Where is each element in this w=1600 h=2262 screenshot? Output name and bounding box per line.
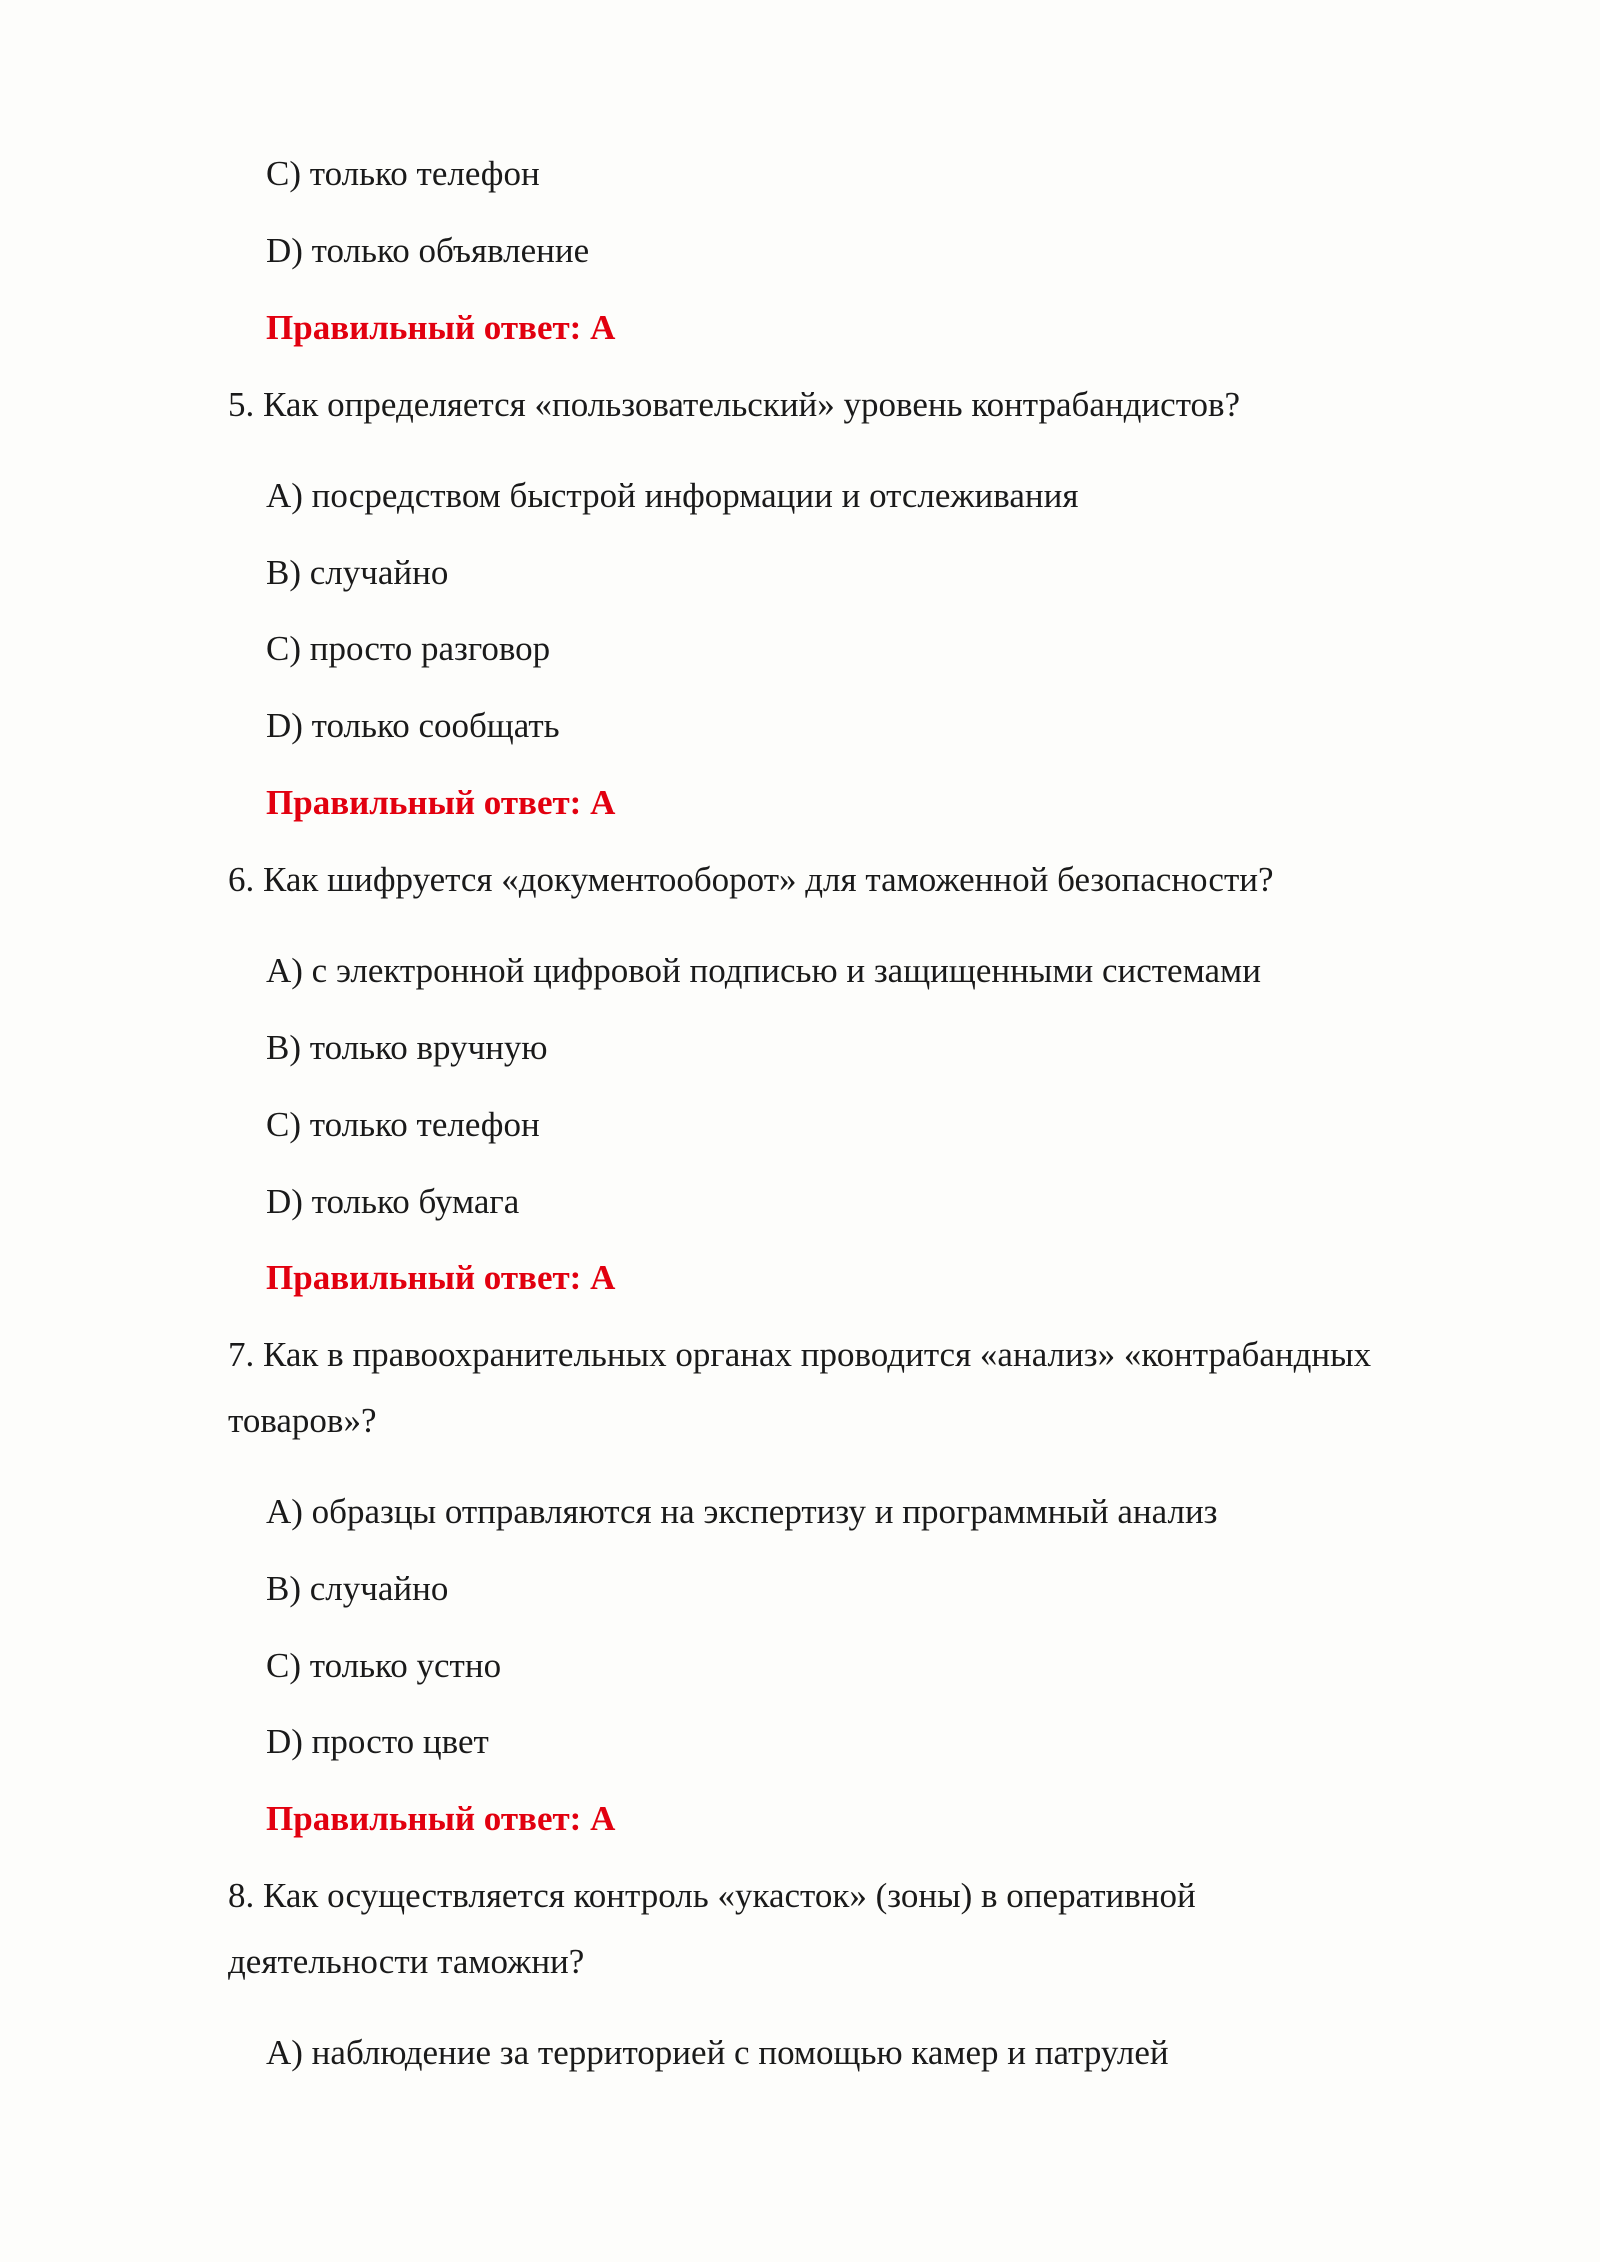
- option-c: C) только телефон: [266, 154, 540, 193]
- correct-answer: Правильный ответ: A: [266, 1258, 616, 1297]
- option-d: D) просто цвет: [266, 1722, 489, 1761]
- question-text-continued: деятельности таможни?: [228, 1942, 585, 1981]
- question-text: 6. Как шифруется «документооборот» для таможенной безопасности?: [228, 860, 1274, 899]
- correct-answer: Правильный ответ: A: [266, 308, 616, 347]
- option-c: C) только устно: [266, 1646, 502, 1685]
- correct-answer: Правильный ответ: A: [266, 1799, 616, 1838]
- option-a: A) образцы отправляются на экспертизу и программный анализ: [266, 1492, 1218, 1531]
- option-d: D) только бумага: [266, 1182, 520, 1221]
- correct-answer: Правильный ответ: A: [266, 783, 616, 822]
- option-b: B) случайно: [266, 1569, 449, 1608]
- question-text-continued: товаров»?: [228, 1401, 377, 1440]
- option-a: A) наблюдение за территорией с помощью камер и патрулей: [266, 2033, 1169, 2072]
- option-a: A) с электронной цифровой подписью и защищенными системами: [266, 951, 1261, 990]
- option-c: C) только телефон: [266, 1105, 540, 1144]
- option-b: B) только вручную: [266, 1028, 548, 1067]
- option-a: A) посредством быстрой информации и отслеживания: [266, 476, 1079, 515]
- option-b: B) случайно: [266, 553, 449, 592]
- option-d: D) только объявление: [266, 231, 590, 270]
- question-text: 5. Как определяется «пользовательский» уровень контрабандистов?: [228, 385, 1241, 424]
- question-text: 7. Как в правоохранительных органах проводится «анализ» «контрабандных: [228, 1335, 1372, 1374]
- question-text: 8. Как осуществляется контроль «укасток» (зоны) в оперативной: [228, 1876, 1196, 1915]
- option-d: D) только сообщать: [266, 706, 560, 745]
- option-c: C) просто разговор: [266, 629, 551, 668]
